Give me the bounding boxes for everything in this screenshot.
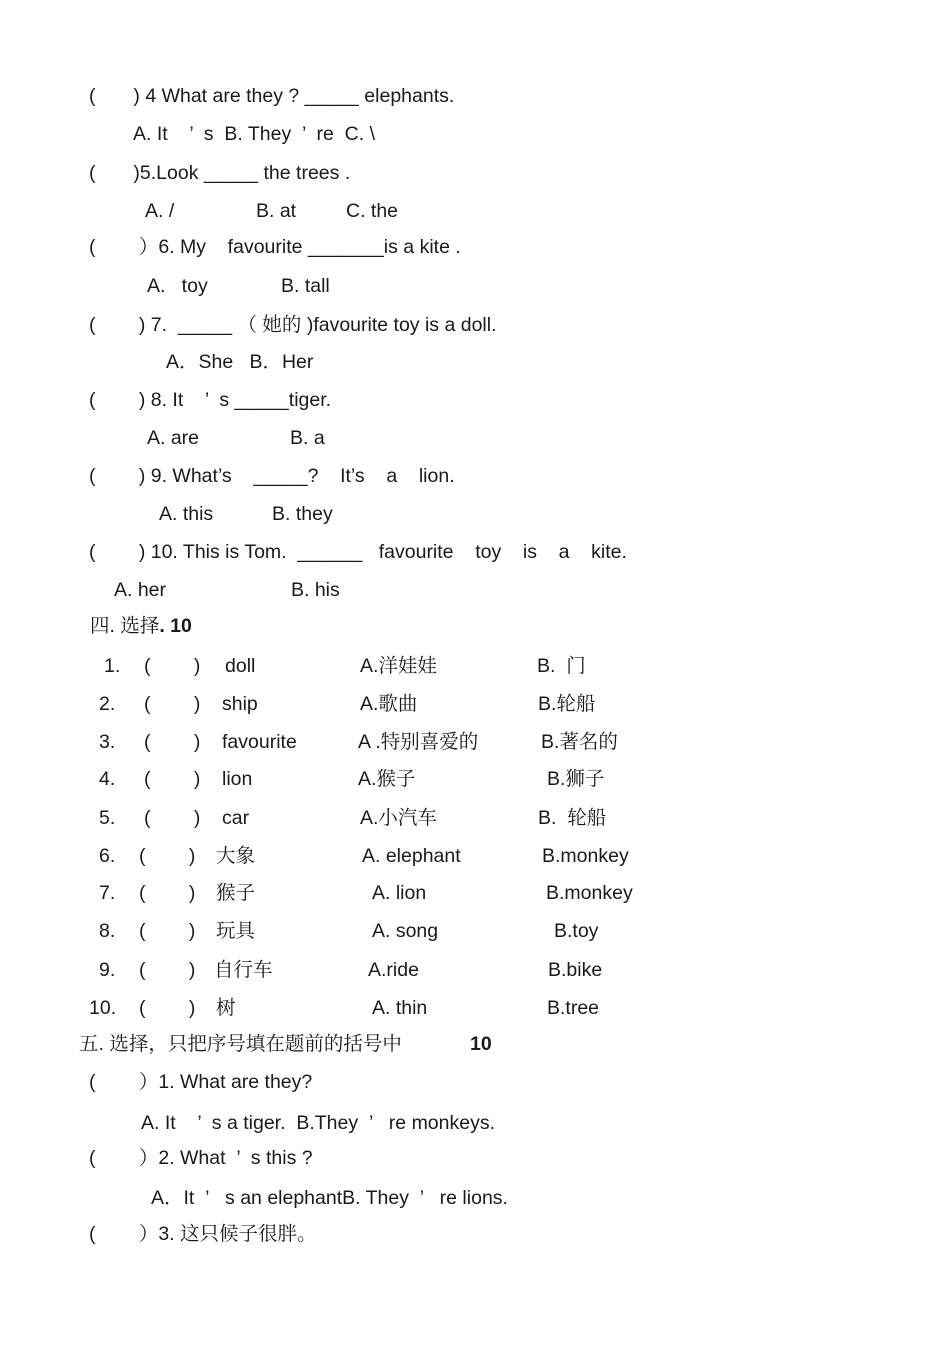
s4-row-8-a: A. song bbox=[372, 920, 439, 942]
s5-question-1-options: A. It ’ s a tiger. B.They ’ re monkeys. bbox=[141, 1112, 496, 1134]
s4-row-7-a: A. lion bbox=[372, 882, 427, 904]
question-5: ( )5.Look _____ the trees . bbox=[89, 162, 351, 184]
question-5-option-b: B. at bbox=[256, 200, 297, 222]
question-9-option-a: A. this bbox=[159, 503, 214, 525]
s4-row-4-paren: ( ) bbox=[144, 768, 201, 790]
question-9-option-b: B. they bbox=[272, 503, 333, 525]
question-4-options: A. It ’ s B. They ’ re C. \ bbox=[133, 123, 376, 145]
s4-row-1-b: B. 门 bbox=[537, 655, 586, 677]
s4-row-7-paren: ( ) bbox=[139, 882, 196, 904]
s4-row-10-b: B.tree bbox=[547, 997, 600, 1019]
s4-row-2-a: A.歌曲 bbox=[360, 693, 418, 715]
s5-question-3: ( ）3. 这只候子很胖。 bbox=[89, 1223, 317, 1245]
s4-row-2-item: ship bbox=[222, 693, 258, 715]
question-7-options: A．She B．Her bbox=[166, 351, 314, 373]
s4-row-4-b: B.狮子 bbox=[547, 768, 605, 790]
s4-row-5-item: car bbox=[222, 807, 250, 829]
s5-question-1: ( ）1. What are they? bbox=[89, 1071, 313, 1093]
question-6-option-a: A. toy bbox=[147, 275, 208, 297]
s4-row-9-paren: ( ) bbox=[139, 959, 196, 981]
s4-row-7-num: 7. bbox=[99, 882, 116, 904]
question-8-option-a: A. are bbox=[147, 427, 200, 449]
s4-row-6-item: 大象 bbox=[216, 845, 256, 867]
s4-row-6-a: A. elephant bbox=[362, 845, 461, 867]
question-10: ( ) 10. This is Tom. ______ favourite toy is a kite. bbox=[89, 541, 627, 563]
question-10-option-b: B. his bbox=[291, 579, 340, 601]
s4-row-5-num: 5. bbox=[99, 807, 116, 829]
question-5-option-c: C. the bbox=[346, 200, 399, 222]
question-6-option-b: B. tall bbox=[281, 275, 330, 297]
question-7: ( ) 7. _____ （ 她的 )favourite toy is a doll. bbox=[89, 314, 497, 336]
section-5-heading: 五. 选择，只把序号填在题前的括号中 bbox=[79, 1033, 402, 1055]
s4-row-7-b: B.monkey bbox=[546, 882, 633, 904]
s4-row-8-item: 玩具 bbox=[216, 920, 256, 942]
s4-row-9-a: A.ride bbox=[368, 959, 419, 981]
s4-row-10-item: 树 bbox=[216, 997, 236, 1019]
s4-row-7-item: 猴子 bbox=[216, 882, 256, 904]
s4-row-5-a: A.小汽车 bbox=[360, 807, 437, 829]
s4-row-3-a: A .特别喜爱的 bbox=[358, 731, 479, 753]
s4-row-2-num: 2. bbox=[99, 693, 116, 715]
section-4-heading: 四. 选择. 10 bbox=[90, 615, 192, 637]
question-4: ( ) 4 What are they ? _____ elephants. bbox=[89, 85, 455, 107]
question-8: ( ) 8. It ’ s _____tiger. bbox=[89, 389, 332, 411]
s4-row-3-b: B.著名的 bbox=[541, 731, 618, 753]
s4-row-3-paren: ( ) bbox=[144, 731, 201, 753]
s4-row-1-paren: ( ) bbox=[144, 655, 201, 677]
s4-row-1-a: A.洋娃娃 bbox=[360, 655, 437, 677]
s4-row-3-item: favourite bbox=[222, 731, 297, 753]
s4-row-6-b: B.monkey bbox=[542, 845, 629, 867]
s4-row-9-item: 自行车 bbox=[214, 959, 273, 981]
s4-row-3-num: 3. bbox=[99, 731, 116, 753]
s4-row-1-num: 1. bbox=[104, 655, 121, 677]
s4-row-5-paren: ( ) bbox=[144, 807, 201, 829]
s4-row-4-a: A.猴子 bbox=[358, 768, 416, 790]
s4-row-5-b: B. 轮船 bbox=[538, 807, 607, 829]
s4-row-8-num: 8. bbox=[99, 920, 116, 942]
s5-question-2: ( ）2. What ’ s this ? bbox=[89, 1147, 313, 1169]
s4-row-9-b: B.bike bbox=[548, 959, 603, 981]
s4-row-8-paren: ( ) bbox=[139, 920, 196, 942]
question-5-option-a: A. / bbox=[145, 200, 175, 222]
s4-row-4-item: lion bbox=[222, 768, 253, 790]
question-10-option-a: A. her bbox=[114, 579, 167, 601]
s4-row-9-num: 9. bbox=[99, 959, 116, 981]
question-8-option-b: B. a bbox=[290, 427, 325, 449]
s4-row-10-paren: ( ) bbox=[139, 997, 196, 1019]
section-5-score: 10 bbox=[470, 1033, 492, 1055]
s4-row-10-num: 10. bbox=[89, 997, 117, 1019]
s4-row-10-a: A. thin bbox=[372, 997, 428, 1019]
s4-row-2-paren: ( ) bbox=[144, 693, 201, 715]
s4-row-1-item: doll bbox=[225, 655, 256, 677]
question-6: ( ）6. My favourite _______is a kite . bbox=[89, 236, 461, 258]
s4-row-6-num: 6. bbox=[99, 845, 116, 867]
question-9: ( ) 9. What’s _____? It’s a lion. bbox=[89, 465, 455, 487]
s5-question-2-options: A．It ’ s an elephantB. They ’ re lions. bbox=[151, 1187, 508, 1209]
s4-row-4-num: 4. bbox=[99, 768, 116, 790]
s4-row-8-b: B.toy bbox=[554, 920, 599, 942]
s4-row-2-b: B.轮船 bbox=[538, 693, 596, 715]
s4-row-6-paren: ( ) bbox=[139, 845, 196, 867]
